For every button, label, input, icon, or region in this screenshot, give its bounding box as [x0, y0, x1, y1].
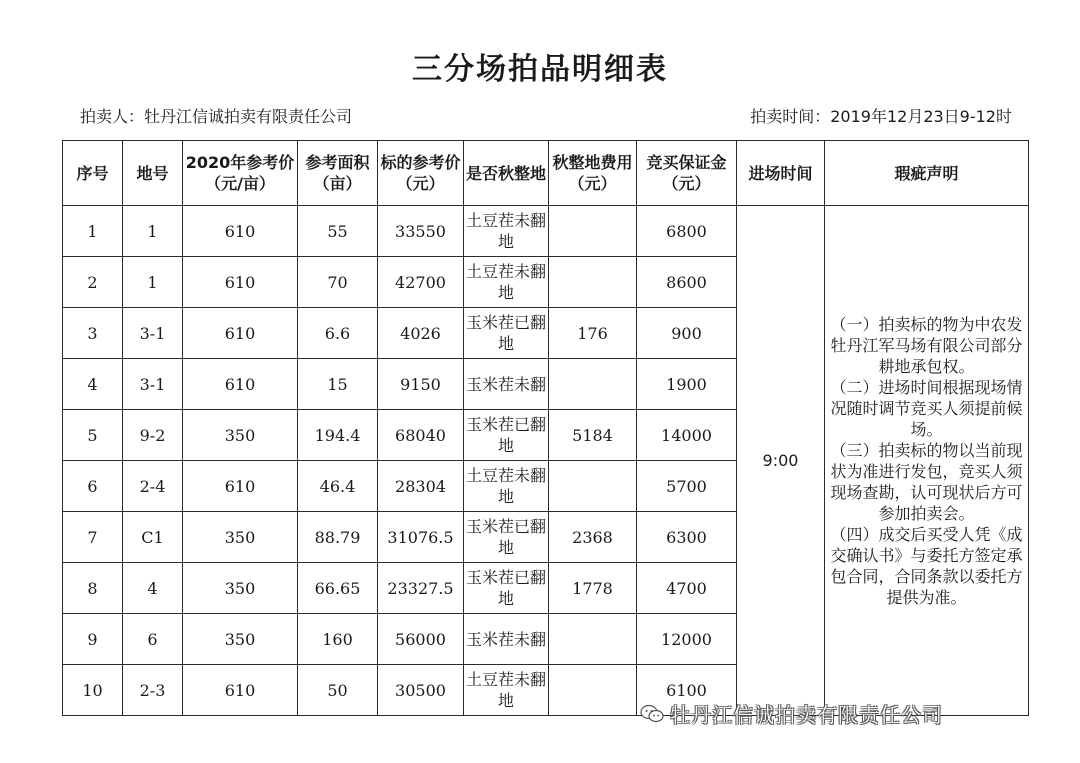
- declaration-item: （三）拍卖标的物以当前现状为准进行发包，竞买人须现场查勘，认可现状后方可参加拍卖会。: [830, 440, 1023, 523]
- table-cell: [549, 665, 637, 716]
- table-cell: 1900: [637, 359, 737, 410]
- declaration-item: （一）拍卖标的物为中农发牡丹江军马场有限公司部分耕地承包权。: [830, 314, 1023, 376]
- header-cell: 参考面积（亩）: [298, 141, 378, 206]
- table-cell: 7: [63, 512, 123, 563]
- declaration-item: （四）成交后买受人凭《成交确认书》与委托方签定承包合同，合同条款以委托方提供为准。: [830, 524, 1023, 607]
- table-cell: 55: [298, 206, 378, 257]
- header-cell: 秋整地费用（元）: [549, 141, 637, 206]
- table-cell: 3-1: [123, 359, 183, 410]
- table-cell: 42700: [378, 257, 464, 308]
- seller-label: 拍卖人：牡丹江信诚拍卖有限责任公司: [80, 107, 353, 126]
- table-cell: 350: [183, 410, 298, 461]
- table-cell: [549, 461, 637, 512]
- table-cell: 1: [123, 257, 183, 308]
- header-cell: 标的参考价（元）: [378, 141, 464, 206]
- header-cell: 2020年参考价（元/亩）: [183, 141, 298, 206]
- wechat-icon: [640, 704, 664, 724]
- table-cell: 160: [298, 614, 378, 665]
- table-cell: 10: [63, 665, 123, 716]
- table-cell: 1778: [549, 563, 637, 614]
- table-cell: 玉米茬已翻地: [464, 410, 549, 461]
- declaration-cell: [825, 206, 1029, 716]
- table-cell: 194.4: [298, 410, 378, 461]
- table-cell: [549, 614, 637, 665]
- table-cell: 31076.5: [378, 512, 464, 563]
- table-cell: 88.79: [298, 512, 378, 563]
- table-cell: 4700: [637, 563, 737, 614]
- table-cell: 610: [183, 665, 298, 716]
- table-row: [63, 206, 1029, 257]
- table-cell: 3-1: [123, 308, 183, 359]
- table-cell: 6800: [637, 206, 737, 257]
- header-cell: 地号: [123, 141, 183, 206]
- table-cell: 6100: [637, 665, 737, 716]
- table-cell: 610: [183, 308, 298, 359]
- declaration-item: （二）进场时间根据现场情况随时调节竞买人须提前候场。: [830, 377, 1023, 439]
- table-cell: 土豆茬未翻地: [464, 665, 549, 716]
- table-cell: 玉米茬未翻: [464, 614, 549, 665]
- table-cell: 350: [183, 563, 298, 614]
- table-cell: 900: [637, 308, 737, 359]
- table-cell: C1: [123, 512, 183, 563]
- auction-time-label: 拍卖时间：2019年12月23日9-12时: [750, 107, 1012, 126]
- table-cell: 28304: [378, 461, 464, 512]
- header-cell: 是否秋整地: [464, 141, 549, 206]
- table-cell: 12000: [637, 614, 737, 665]
- table-cell: 土豆茬未翻地: [464, 461, 549, 512]
- table-cell: 玉米茬已翻地: [464, 512, 549, 563]
- header-cell: 进场时间: [737, 141, 825, 206]
- table-cell: 8: [63, 563, 123, 614]
- table-cell: 2-3: [123, 665, 183, 716]
- table-cell: 4026: [378, 308, 464, 359]
- table-cell: 1: [123, 206, 183, 257]
- table-cell: 8600: [637, 257, 737, 308]
- table-cell: 4: [63, 359, 123, 410]
- table-cell: 玉米茬未翻: [464, 359, 549, 410]
- entry-time-cell: 9:00: [737, 206, 825, 716]
- table-cell: 46.4: [298, 461, 378, 512]
- table-cell: [549, 359, 637, 410]
- table-cell: 66.65: [298, 563, 378, 614]
- table-cell: 6.6: [298, 308, 378, 359]
- table-cell: 350: [183, 512, 298, 563]
- table-cell: 2-4: [123, 461, 183, 512]
- table-cell: 14000: [637, 410, 737, 461]
- table-cell: 610: [183, 359, 298, 410]
- table-cell: 610: [183, 257, 298, 308]
- table-cell: 15: [298, 359, 378, 410]
- table-cell: 土豆茬未翻地: [464, 206, 549, 257]
- table-body: [63, 206, 1029, 716]
- table-cell: 2368: [549, 512, 637, 563]
- table-cell: 土豆茬未翻地: [464, 257, 549, 308]
- table-cell: 4: [123, 563, 183, 614]
- table-cell: 6300: [637, 512, 737, 563]
- table-cell: [549, 206, 637, 257]
- table-cell: 9: [63, 614, 123, 665]
- lot-table: [62, 140, 1029, 716]
- table-cell: 610: [183, 461, 298, 512]
- table-cell: 6: [63, 461, 123, 512]
- table-cell: 23327.5: [378, 563, 464, 614]
- table-cell: 350: [183, 614, 298, 665]
- header-cell: 瑕疵声明: [825, 141, 1029, 206]
- table-cell: 玉米茬已翻地: [464, 563, 549, 614]
- table-cell: 610: [183, 206, 298, 257]
- table-cell: 70: [298, 257, 378, 308]
- table-cell: 玉米茬已翻地: [464, 308, 549, 359]
- table-cell: 6: [123, 614, 183, 665]
- table-cell: 3: [63, 308, 123, 359]
- table-cell: 5184: [549, 410, 637, 461]
- table-cell: 9-2: [123, 410, 183, 461]
- table-header-row: [63, 141, 1029, 206]
- header-cell: 序号: [63, 141, 123, 206]
- watermark: [640, 699, 943, 728]
- table-cell: 33550: [378, 206, 464, 257]
- table-cell: 50: [298, 665, 378, 716]
- table-cell: 9150: [378, 359, 464, 410]
- table-cell: 5: [63, 410, 123, 461]
- table-cell: 5700: [637, 461, 737, 512]
- watermark-text: 牡丹江信诚拍卖有限责任公司: [670, 703, 943, 727]
- table-cell: 1: [63, 206, 123, 257]
- table-cell: 56000: [378, 614, 464, 665]
- page-title: 三分场拍品明细表: [412, 52, 668, 87]
- table-cell: 68040: [378, 410, 464, 461]
- table-cell: 176: [549, 308, 637, 359]
- table-cell: 30500: [378, 665, 464, 716]
- table-cell: 2: [63, 257, 123, 308]
- table-cell: [549, 257, 637, 308]
- header-cell: 竞买保证金（元）: [637, 141, 737, 206]
